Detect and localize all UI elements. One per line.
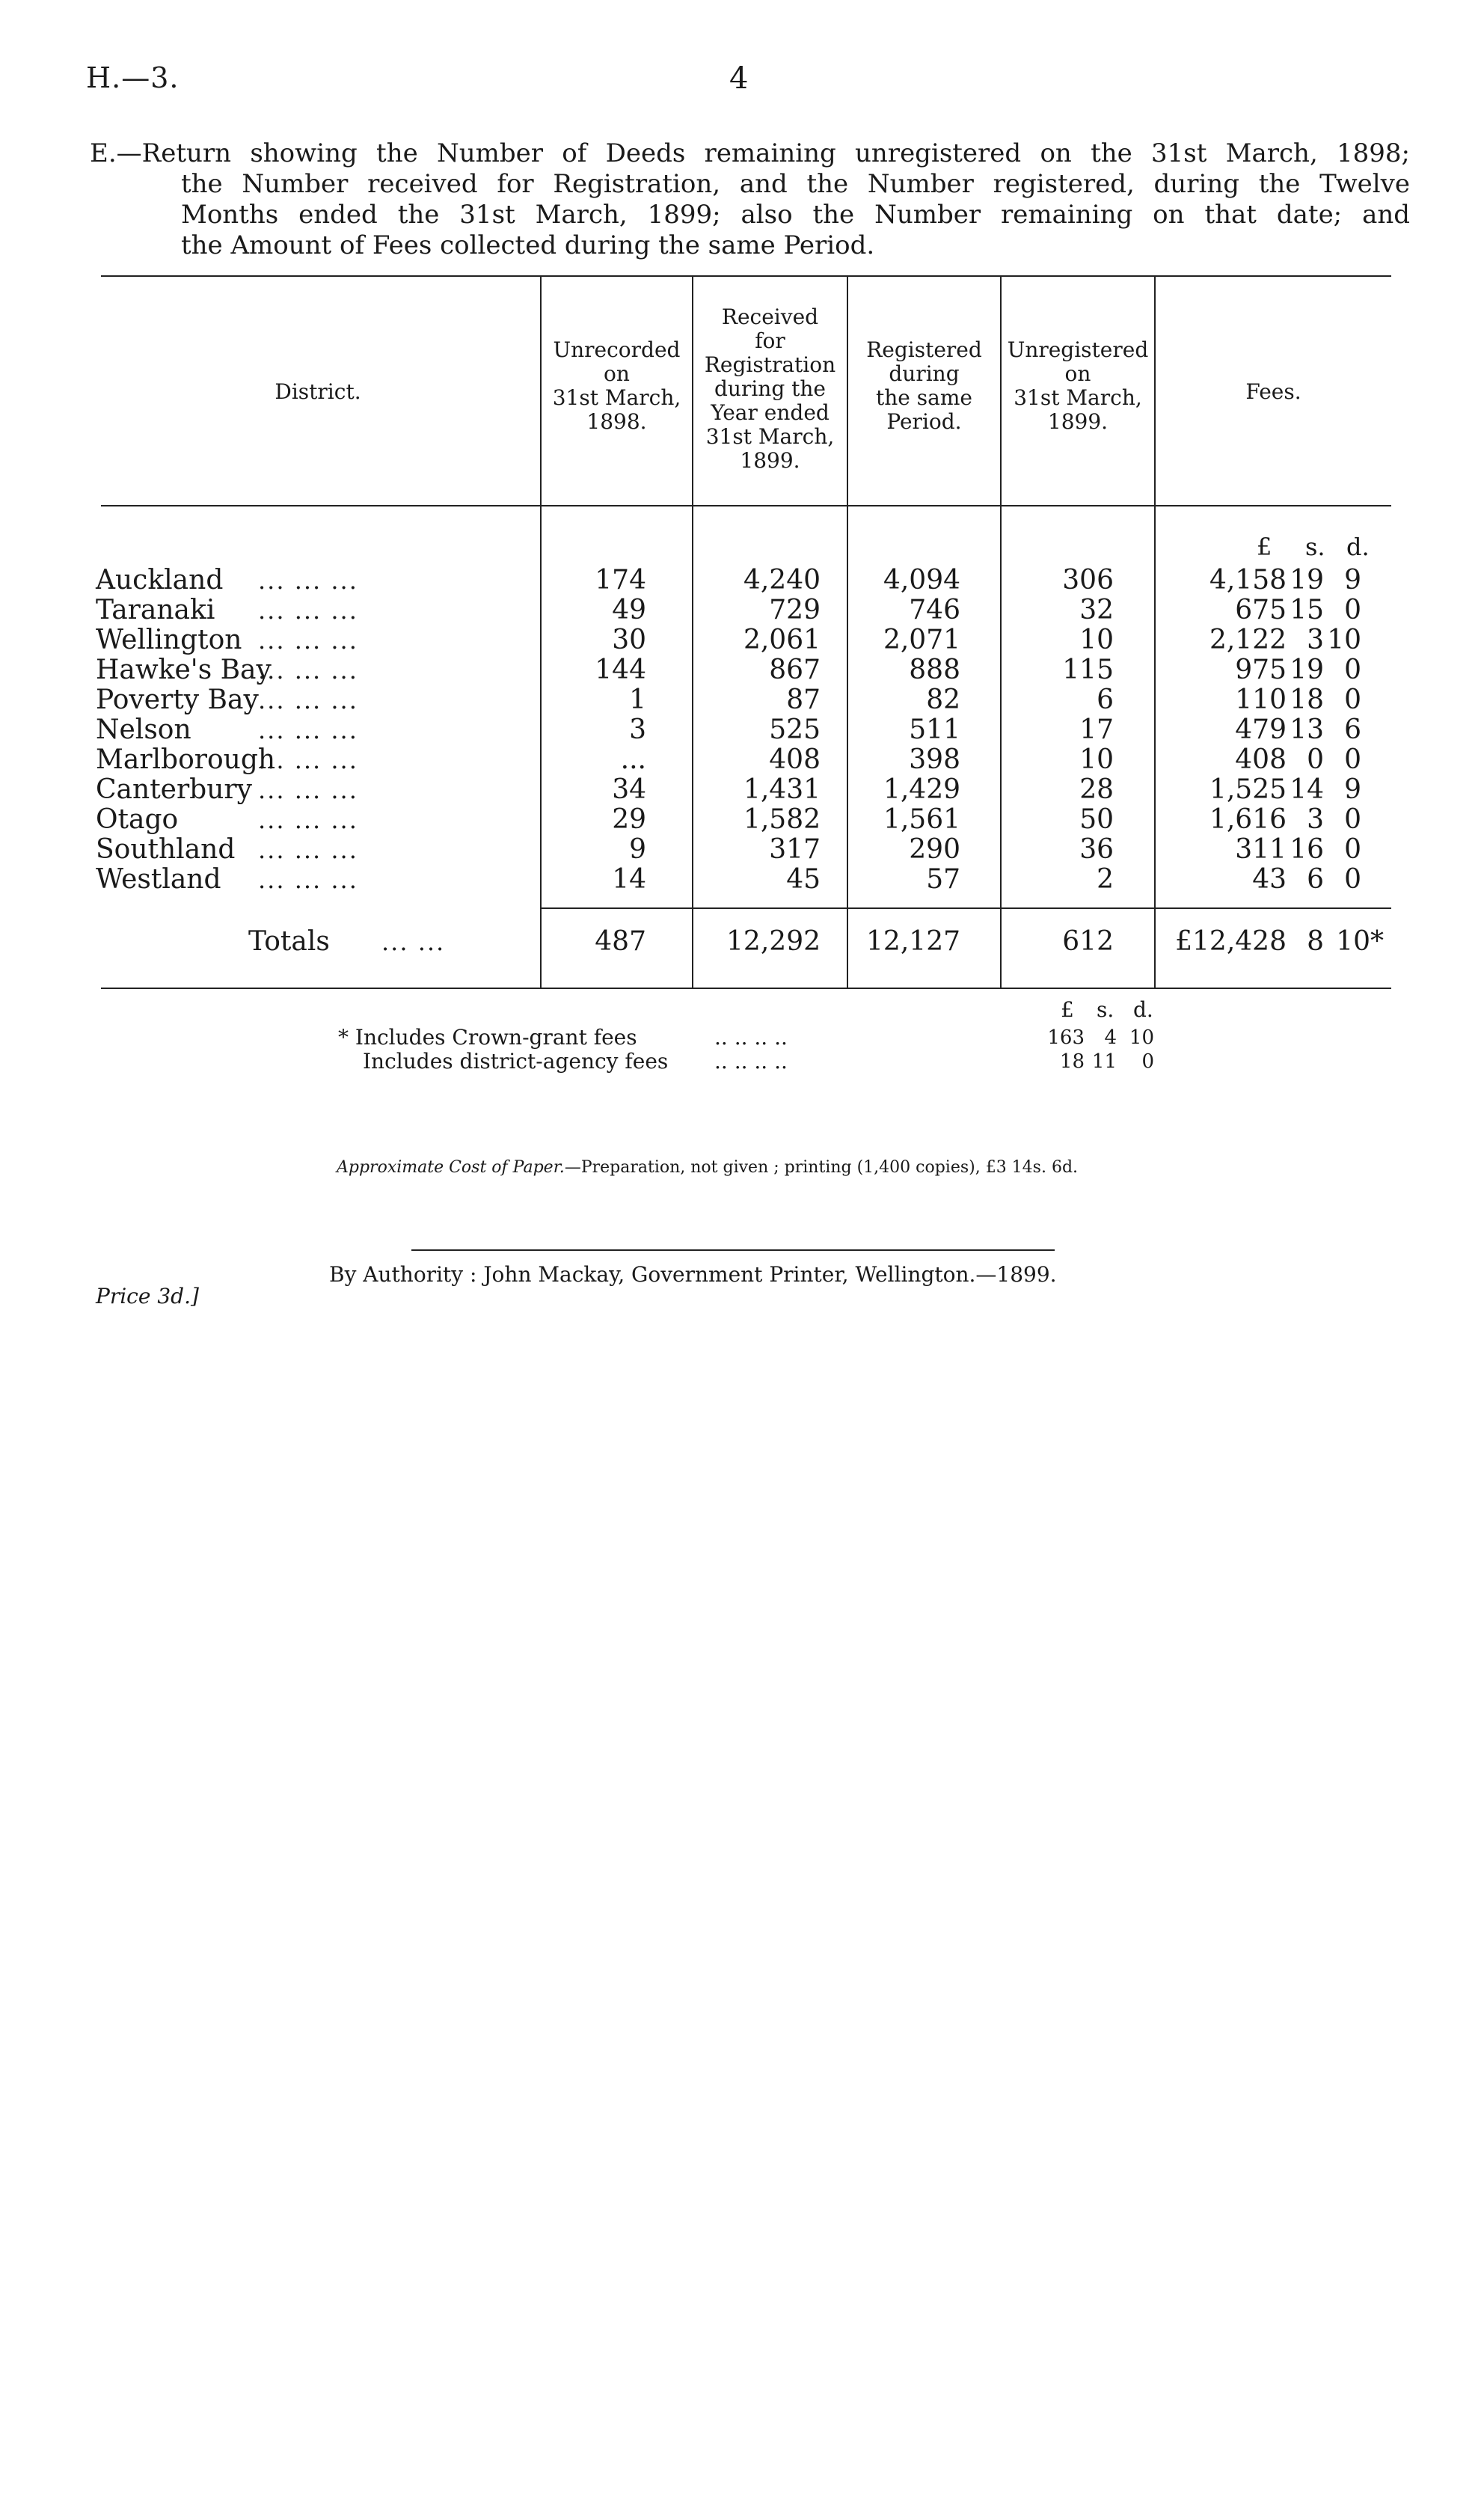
cell-received: 1,431 (743, 774, 821, 805)
title-line-2: the Number received for Registration, and the Number registered, during the Twelve (181, 169, 1410, 199)
table-title (90, 138, 1410, 261)
leader-dots: ... ... ... (258, 626, 358, 655)
leader-dots: ... ... ... (258, 746, 358, 774)
page-number: 4 (729, 61, 749, 96)
totals-fees-pounds: £12,428 (1175, 926, 1287, 957)
column-header-received (693, 305, 847, 473)
leader-dots: ... ... ... (258, 836, 358, 864)
cell-received: 1,582 (743, 804, 821, 835)
cell-fees-shillings: 18 (1290, 685, 1324, 715)
header-line: for (755, 328, 785, 353)
cell-received: 45 (786, 864, 821, 895)
document-reference: H.—3. (86, 61, 180, 94)
cost-text: —Preparation, not given ; printing (1,400 copies), £3 14s. 6d. (564, 1158, 1079, 1177)
cell-fees-pence: 9 (1344, 565, 1361, 596)
column-header-fees: Fees. (1245, 379, 1301, 404)
district-name: Marlborough (96, 744, 276, 775)
cell-fees-pence: 0 (1344, 804, 1361, 835)
leader-dots: ... ... ... (258, 566, 358, 595)
cell-fees-pence: 0 (1344, 864, 1361, 895)
header-line: Year ended (711, 400, 830, 425)
fees-unit-pence: d. (1346, 533, 1370, 561)
totals-unregistered: 612 (1062, 926, 1114, 957)
cell-fees-shillings: 13 (1290, 714, 1324, 745)
fees-unit-pounds: £ (1257, 533, 1272, 561)
totals-fees-shillings: 8 (1307, 926, 1324, 957)
cell-fees-pounds: 408 (1235, 744, 1287, 775)
cell-received: 867 (769, 655, 821, 685)
cell-unregistered: 10 (1079, 744, 1114, 775)
header-line: 31st March, (552, 385, 681, 410)
cell-fees-pence: 0 (1344, 834, 1361, 865)
cell-unrecorded: 29 (612, 804, 646, 835)
cell-received: 317 (769, 834, 821, 865)
leader-dots: ... ... ... (258, 596, 358, 625)
cell-fees-shillings: 6 (1307, 864, 1324, 895)
district-name: Nelson (96, 714, 191, 745)
cell-fees-pounds: 311 (1235, 834, 1287, 865)
cell-fees-pounds: 4,158 (1209, 565, 1287, 596)
cell-received: 729 (769, 595, 821, 625)
district-name: Hawke's Bay (96, 655, 272, 685)
cell-fees-shillings: 14 (1290, 774, 1324, 805)
cell-fees-pence: 10 (1327, 625, 1361, 655)
district-name: Otago (96, 804, 179, 835)
printer-authority: By Authority : John Mackay, Government Printer, Wellington.—1899. (329, 1262, 1057, 1287)
footnote-crown-grant-pounds: 163 (1047, 1026, 1085, 1049)
cell-registered: 511 (909, 714, 960, 745)
cell-fees-pence: 0 (1344, 685, 1361, 715)
cell-fees-pounds: 479 (1235, 714, 1287, 745)
cell-unrecorded: 3 (629, 714, 646, 745)
header-line: Received (721, 304, 819, 329)
cell-unrecorded: 30 (612, 625, 646, 655)
cell-fees-pence: 0 (1344, 744, 1361, 775)
leader-dots: ... ... ... (258, 806, 358, 834)
cell-fees-pounds: 1,525 (1209, 774, 1287, 805)
header-line: Unrecorded (553, 337, 681, 362)
cell-fees-shillings: 19 (1290, 565, 1324, 596)
cell-unregistered: 6 (1097, 685, 1114, 715)
cell-unregistered: 28 (1079, 774, 1114, 805)
cell-received: 2,061 (743, 625, 821, 655)
header-line: 1899. (1047, 409, 1109, 434)
cell-fees-pounds: 110 (1235, 685, 1287, 715)
cell-registered: 746 (909, 595, 960, 625)
cell-unregistered: 10 (1079, 625, 1114, 655)
cell-unrecorded: 49 (612, 595, 646, 625)
cell-registered: 82 (926, 685, 960, 715)
cell-unrecorded: 34 (612, 774, 646, 805)
cell-unrecorded: 174 (595, 565, 646, 596)
header-line: Registration (704, 352, 836, 377)
cell-registered: 290 (909, 834, 960, 865)
column-header-unregistered (1002, 338, 1154, 434)
fees-unit-shillings: s. (1305, 533, 1325, 561)
cell-fees-shillings: 15 (1290, 595, 1324, 625)
cell-registered: 1,561 (883, 804, 960, 835)
cell-registered: 57 (926, 864, 960, 895)
district-name: Westland (96, 864, 221, 895)
header-line: the same (876, 385, 972, 410)
header-line: during the (714, 376, 826, 401)
cell-fees-shillings: 19 (1290, 655, 1324, 685)
table-bottom-rule (101, 988, 1391, 989)
footnote-unit-pounds: £ (1061, 997, 1074, 1022)
cell-fees-pounds: 1,616 (1209, 804, 1287, 835)
cell-received: 408 (769, 744, 821, 775)
footnote-unit-pence: d. (1133, 997, 1153, 1022)
cell-fees-shillings: 16 (1290, 834, 1324, 865)
cell-registered: 2,071 (883, 625, 960, 655)
cost-note (337, 1158, 1078, 1177)
column-header-district: District. (275, 379, 361, 404)
cell-unrecorded: 14 (612, 864, 646, 895)
cell-unregistered: 115 (1062, 655, 1114, 685)
totals-leader-dots: ... ... (381, 928, 446, 956)
cell-fees-pence: 6 (1344, 714, 1361, 745)
header-line: 1899. (740, 448, 800, 473)
footnote-crown-grant-pence: 10 (1129, 1026, 1154, 1049)
footnote-district-agency: Includes district-agency fees (363, 1049, 669, 1074)
footnote-unit-shillings: s. (1097, 997, 1114, 1022)
title-line-3: Months ended the 31st March, 1899; also the Number remaining on that date; and (181, 200, 1410, 230)
district-name: Auckland (96, 565, 224, 596)
totals-fees-pence: 10* (1336, 926, 1384, 957)
cell-fees-pence: 0 (1344, 655, 1361, 685)
title-line-4: the Amount of Fees collected during the same Period. (181, 230, 875, 260)
header-line: Unregistered (1007, 337, 1149, 362)
column-header-unrecorded (542, 338, 692, 434)
footnote-crown-grant: * Includes Crown-grant fees (338, 1025, 637, 1050)
totals-top-rule (542, 907, 1391, 909)
authority-rule (411, 1249, 1055, 1251)
header-line: on (604, 361, 630, 386)
cell-fees-pence: 0 (1344, 595, 1361, 625)
cell-unregistered: 2 (1097, 864, 1114, 895)
cell-unrecorded: 9 (629, 834, 646, 865)
header-line: 31st March, (1014, 385, 1142, 410)
leader-dots: ... ... ... (258, 866, 358, 894)
header-line: during (889, 361, 960, 386)
district-name: Taranaki (96, 595, 215, 625)
cell-registered: 398 (909, 744, 960, 775)
header-bottom-rule (101, 505, 1391, 506)
leader-dots: ... ... ... (258, 776, 358, 804)
cell-fees-shillings: 0 (1307, 744, 1324, 775)
footnote-leader-dots: .. .. .. .. (714, 1025, 788, 1050)
cell-registered: 1,429 (883, 774, 960, 805)
totals-registered: 12,127 (866, 926, 960, 957)
cell-unregistered: 306 (1062, 565, 1114, 596)
header-line: 1898. (586, 409, 647, 434)
cell-fees-pence: 9 (1344, 774, 1361, 805)
cell-unregistered: 32 (1079, 595, 1114, 625)
leader-dots: ... ... ... (258, 656, 358, 685)
footnote-district-agency-shillings: 11 (1091, 1050, 1117, 1073)
footnote-district-agency-pounds: 18 (1059, 1050, 1085, 1073)
cost-label: Approximate Cost of Paper. (337, 1158, 565, 1177)
cell-fees-shillings: 3 (1307, 625, 1324, 655)
cell-unrecorded: 1 (629, 685, 646, 715)
cell-fees-shillings: 3 (1307, 804, 1324, 835)
header-line: 31st March, (705, 424, 835, 449)
leader-dots: ... ... ... (258, 686, 358, 714)
district-name: Southland (96, 834, 236, 865)
cell-unrecorded: ... (620, 744, 646, 775)
cell-fees-pounds: 43 (1252, 864, 1287, 895)
header-line: Period. (886, 409, 962, 434)
cell-fees-pounds: 975 (1235, 655, 1287, 685)
cell-registered: 4,094 (883, 565, 960, 596)
cell-unregistered: 36 (1079, 834, 1114, 865)
district-name: Wellington (96, 625, 242, 655)
cell-received: 525 (769, 714, 821, 745)
cell-received: 87 (786, 685, 821, 715)
cell-unrecorded: 144 (595, 655, 646, 685)
column-header-registered (848, 338, 1000, 434)
cell-fees-pounds: 675 (1235, 595, 1287, 625)
totals-unrecorded: 487 (595, 926, 646, 957)
totals-label: Totals (248, 926, 330, 957)
footnote-district-agency-pence: 0 (1141, 1050, 1154, 1073)
table-top-rule (101, 275, 1391, 277)
cell-unregistered: 50 (1079, 804, 1114, 835)
price-note: Price 3d.] (96, 1284, 199, 1308)
title-line-1: E.—Return showing the Number of Deeds remaining unregistered on the 31st March, 1898; (90, 138, 1410, 168)
cell-unregistered: 17 (1079, 714, 1114, 745)
cell-registered: 888 (909, 655, 960, 685)
footnote-leader-dots: .. .. .. .. (714, 1049, 788, 1074)
district-name: Canterbury (96, 774, 252, 805)
header-line: Registered (866, 337, 982, 362)
cell-received: 4,240 (743, 565, 821, 596)
footnote-crown-grant-shillings: 4 (1104, 1026, 1117, 1049)
district-name: Poverty Bay (96, 685, 259, 715)
totals-received: 12,292 (726, 926, 821, 957)
cell-fees-pounds: 2,122 (1209, 625, 1287, 655)
header-line: on (1064, 361, 1091, 386)
leader-dots: ... ... ... (258, 716, 358, 744)
